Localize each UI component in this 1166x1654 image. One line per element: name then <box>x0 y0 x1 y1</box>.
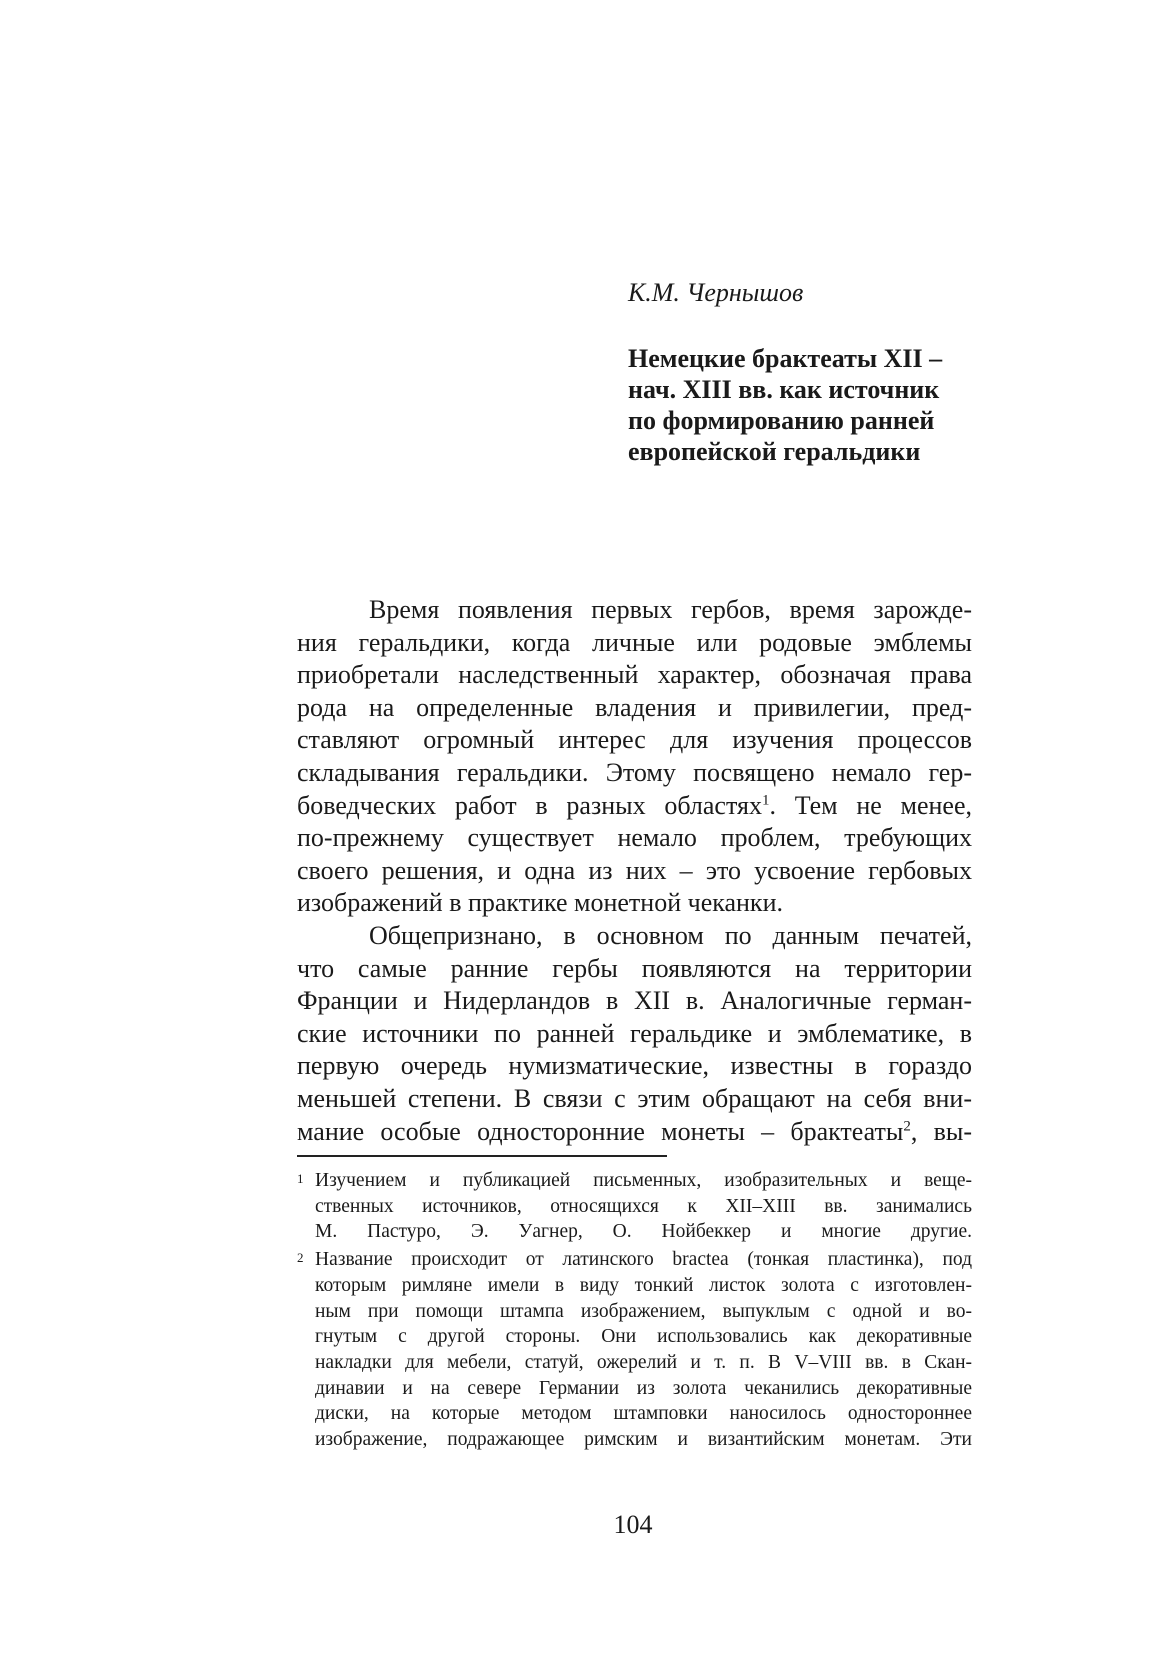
footnote-line: которым римляне имели в виду тонкий листок золота с изготовлен- <box>315 1274 972 1296</box>
footnote-1 <box>297 1168 972 1245</box>
body-line-text: мание особые односторонние монеты – брактеаты <box>297 1116 904 1146</box>
body-line: первую очередь нумизматические, известны в гораздо <box>297 1051 972 1081</box>
footnote-ref-2[interactable]: 2 <box>903 1117 911 1134</box>
body-line: изображений в практике монетной чеканки. <box>297 888 783 918</box>
article-title <box>628 343 1008 467</box>
body-line: что самые ранние гербы появляются на территории <box>297 953 972 983</box>
footnote-line: гнутым с другой стороны. Они использовались как декоративные <box>315 1326 972 1348</box>
body-line: ставляют огромный интерес для изучения процессов <box>297 725 972 755</box>
footnote-ref-1[interactable]: 1 <box>761 791 770 808</box>
body-text <box>297 594 972 1148</box>
footnotes <box>297 1168 972 1455</box>
title-line: нач. XIII вв. как источник <box>628 375 940 404</box>
footnote-line: изображение, подражающее римским и византийским монетам. Эти <box>315 1429 972 1451</box>
body-line-text: , вы- <box>910 1116 972 1146</box>
body-line-text: боведческих работ в разных областях <box>297 790 762 820</box>
footnote-number: 2 <box>297 1250 304 1266</box>
body-line: своего решения, и одна из них – это усвоение гербовых <box>297 855 972 885</box>
footnote-line: ственных источников, относящихся к XII–XIII вв. занимались <box>315 1195 972 1217</box>
footnote-2 <box>297 1247 972 1453</box>
footnote-separator <box>297 1155 667 1157</box>
title-line: европейской геральдики <box>628 437 921 466</box>
body-line: меньшей степени. В связи с этим обращают на себя вни- <box>297 1083 972 1113</box>
body-line: Франции и Нидерландов в XII в. Аналогичные герман- <box>297 986 972 1016</box>
body-line: рода на определенные владения и привилегии, пред- <box>297 692 972 722</box>
footnote-line: Название происходит от латинского bractea (тонкая пластинка), под <box>315 1249 972 1271</box>
title-line: по формированию ранней <box>628 406 935 435</box>
body-line-text: . Тем не менее, <box>769 790 973 820</box>
body-line: Время появления первых гербов, время зарожде- <box>369 595 972 624</box>
footnote-line: ным при помощи штампа изображением, выпуклым с одной и во- <box>315 1300 972 1322</box>
footnote-line: накладки для мебели, статуй, ожерелий и т. п. В V–VIII вв. в Скан- <box>315 1351 972 1373</box>
title-line: Немецкие брактеаты XII – <box>628 344 943 373</box>
body-line <box>297 790 972 823</box>
body-line <box>297 1116 972 1149</box>
body-line: по-прежнему существует немало проблем, требующих <box>297 823 972 853</box>
footnote-line: Изучением и публикацией письменных, изобразительных и веще- <box>315 1170 972 1191</box>
page-number: 104 <box>613 1510 653 1539</box>
body-line: ские источники по ранней геральдике и эмблематике, в <box>297 1018 972 1048</box>
body-line: ния геральдики, когда личные или родовые эмблемы <box>297 627 972 657</box>
body-line: Общепризнано, в основном по данным печатей, <box>369 920 972 950</box>
footnote-line: диски, на которые методом штамповки наносилось одностороннее <box>315 1403 972 1425</box>
body-line: складывания геральдики. Этому посвящено немало гер- <box>297 757 972 787</box>
footnote-line: динавии и на севере Германии из золота чеканились декоративные <box>315 1377 972 1399</box>
footnote-number: 1 <box>297 1171 304 1186</box>
author-name: К.М. Чернышов <box>628 278 804 307</box>
body-line: приобретали наследственный характер, обозначая права <box>297 660 972 690</box>
footnote-line: М. Пастуро, Э. Уагнер, О. Нойбеккер и многие другие. <box>315 1221 972 1243</box>
